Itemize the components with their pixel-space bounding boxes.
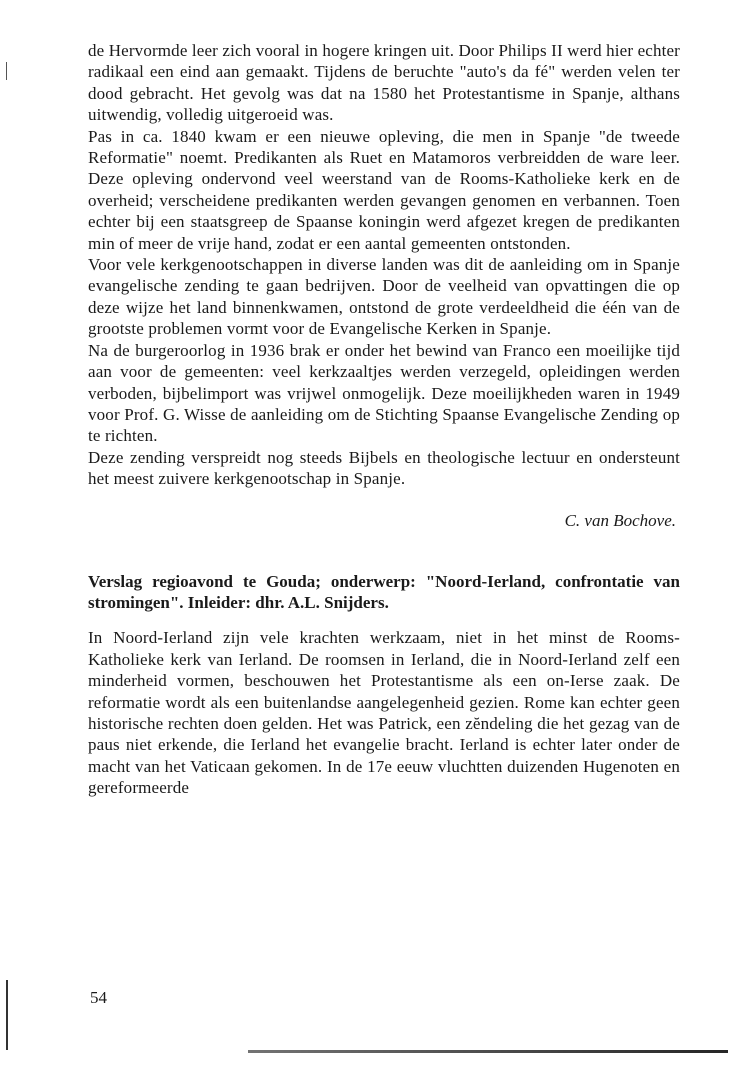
paragraph-protestantism-uprooted: de Hervormde leer zich vooral in hogere kringen uit. Door Philips II werd hier echter radikaal een eind aan gemaakt. Tijdens de beruchte "auto's da fé" werden velen ter dood gebracht. Het gevolg was dat na 1580 het Protestantisme in Spanje, althans uitwendig, volledig uitgeroeid was. (88, 41, 680, 125)
author-signature: C. van Bochove. (564, 510, 676, 530)
paragraph-mission-today: Deze zending verspreidt nog steeds Bijbels en theologische lectuur en ondersteunt het meest zuivere kerkgenootschap in Spanje. (88, 447, 680, 489)
page-number: 54 (90, 988, 107, 1007)
section-body (88, 627, 680, 798)
page-body (88, 40, 680, 799)
scan-edge-mark-bottom (6, 980, 8, 1050)
paragraph-mission-divisions: Voor vele kerkgenootschappen in diverse landen was dit de aanleiding om in Spanje evangelische zending te gaan bedrijven. Door de veelheid van opvattingen die op deze wijze het land binnenkwamen, ontstond de grote verdeeldheid die één van de grootste problemen vormt voor de Evangelische Kerken in Spanje. (88, 255, 680, 339)
paragraph-northern-ireland: In Noord-Ierland zijn vele krachten werkzaam, niet in het minst de Rooms-Katholieke kerk van Ierland. De roomsen in Ierland, die in Noord-Ierland zelf een minderheid vormen, beschouwen het Protestantisme als een on-Ierse zaak. De reformatie wordt als een buitenlandse aangelegenheid gezien. Rome kan echter geen historische rechten doen gelden. Het was Patrick, een zĕndeling die het gezag van de paus niet erkende, die Ierland het evangelie bracht. Ierland is echter later onder de macht van het Vaticaan gekomen. In de 17e eeuw vluchtten duizenden Hugenoten en gereformeerde (88, 628, 680, 798)
paragraph-second-reformation: Pas in ca. 1840 kwam er een nieuwe opleving, die men in Spanje "de tweede Reformatie" noemt. Predikanten als Ruet en Matamoros verbreidden de ware leer. Deze opleving ondervond veel weerstand van de Rooms-Katholieke kerk en de overheid; verscheidene predikanten werden gevangen genomen en verbannen. Toen echter bij een staatsgreep de Spaanse koningin werd afgezet kregen de predikanten min of meer de vrije hand, zodat er een aantal gemeenten ontstonden. (88, 126, 680, 253)
scan-bottom-edge (248, 1050, 728, 1053)
section-heading: Verslag regioavond te Gouda; onderwerp: "Noord-Ierland, confrontatie van stromingen". Inleider: dhr. A.L. Snijders. (88, 571, 680, 612)
paragraph-civil-war-franco: Na de burgeroorlog in 1936 brak er onder het bewind van Franco een moeilijke tijd aan voor de gemeenten: veel kerkzaaltjes werden verzegeld, opleidingen werden verboden, bijbelimport was vrijwel onmogelijk. Deze moeilijkheden waren in 1949 voor Prof. G. Wisse de aanleiding om de Stichting Spaanse Evangelische Zending op te richten. (88, 340, 680, 446)
scan-edge-mark-top (6, 62, 7, 80)
